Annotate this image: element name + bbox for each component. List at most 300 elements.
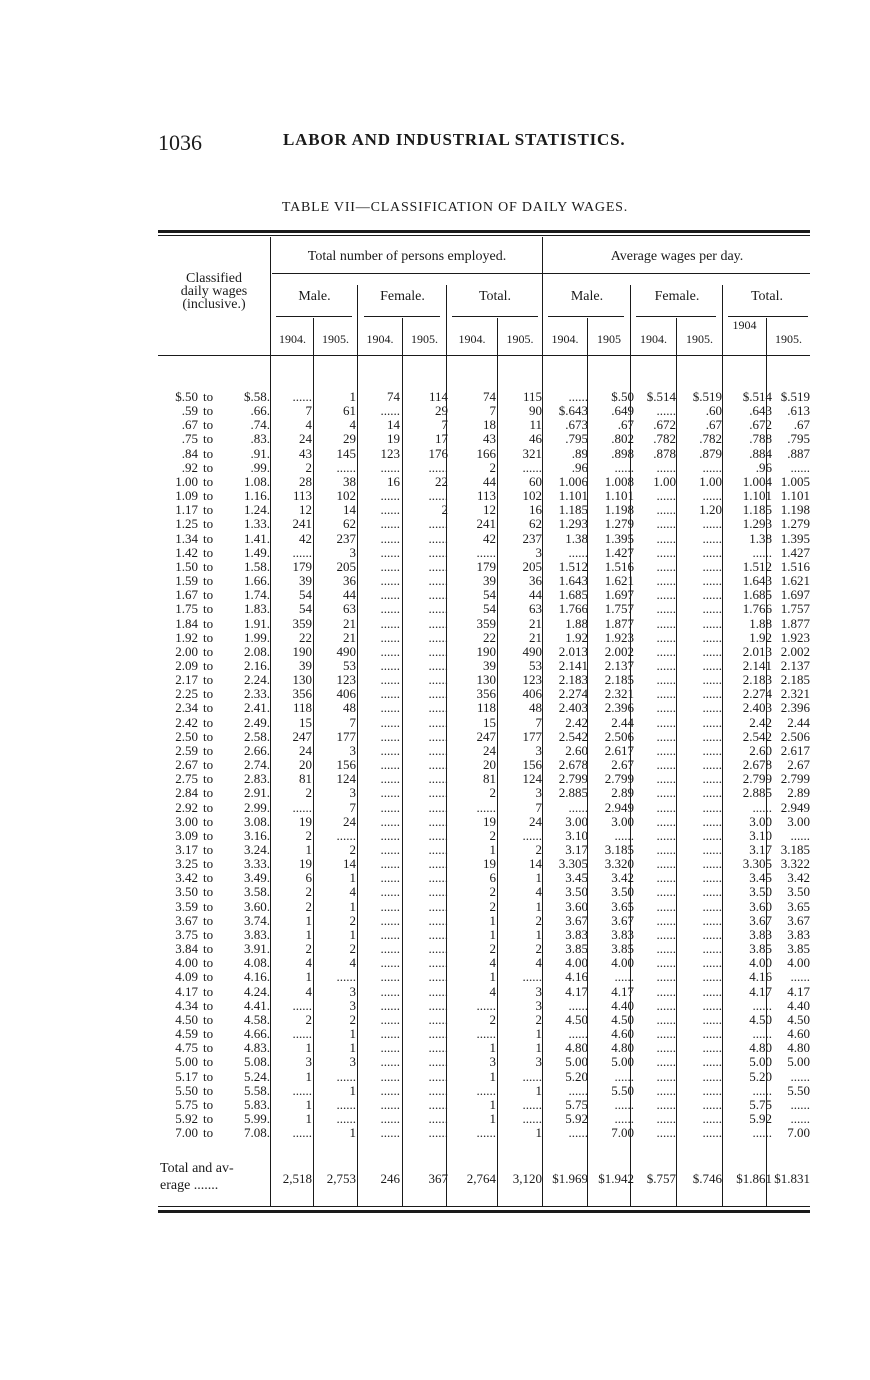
- table-row: [160, 914, 810, 928]
- table-cell: ......: [428, 1110, 448, 1126]
- year-header: 1905: [597, 332, 621, 346]
- wage-to-word: to: [203, 573, 214, 589]
- table-cell: 1.685: [558, 587, 588, 603]
- wage-to-word: to: [203, 969, 214, 985]
- table-cell: 241: [292, 516, 312, 532]
- table-cell: ......: [790, 1110, 810, 1126]
- table-cell: ......: [568, 544, 588, 560]
- table-cell: 1.395: [780, 530, 810, 546]
- table-cell: 3: [349, 742, 356, 758]
- table-cell: ......: [380, 997, 400, 1013]
- table-cell: .96: [755, 459, 772, 475]
- table-cell: 1.00: [699, 473, 722, 489]
- wage-from: 3.09: [175, 827, 198, 843]
- wage-from: 4.75: [175, 1040, 198, 1056]
- table-cell: 2.002: [604, 643, 634, 659]
- table-cell: ......: [752, 1125, 772, 1141]
- table-cell: 2.137: [604, 657, 634, 673]
- table-cell: ......: [292, 799, 312, 815]
- wage-upto: 1.16.: [244, 488, 270, 504]
- total-cell: 246: [380, 1171, 400, 1186]
- table-cell: ......: [380, 573, 400, 589]
- table-cell: 179: [292, 558, 312, 574]
- wage-from: 4.59: [175, 1026, 198, 1042]
- table-row: [160, 1070, 810, 1084]
- wage-to-word: to: [203, 926, 214, 942]
- wage-upto: 1.91.: [244, 615, 270, 631]
- wage-to-word: to: [203, 488, 214, 504]
- table-body: [160, 390, 810, 1140]
- table-cell: ......: [656, 969, 676, 985]
- wage-to-word: to: [203, 389, 214, 404]
- wage-from: .92: [181, 459, 198, 475]
- table-cell: 15: [483, 714, 496, 730]
- table-cell: 1.92: [749, 629, 772, 645]
- table-row: [160, 815, 810, 829]
- table-cell: ......: [336, 1110, 356, 1126]
- wage-upto: 3.33.: [244, 856, 270, 872]
- table-cell: ......: [656, 813, 676, 829]
- table-cell: ......: [656, 459, 676, 475]
- table-cell: ......: [656, 643, 676, 659]
- table-cell: 4.80: [611, 1040, 634, 1056]
- year-header: 1905.: [411, 332, 438, 346]
- wage-to-word: to: [203, 856, 214, 872]
- wage-from: .67: [181, 417, 198, 433]
- table-cell: ......: [614, 827, 634, 843]
- year-header: 1905.: [322, 332, 349, 346]
- table-cell: 2.185: [604, 672, 634, 688]
- wage-upto: 1.49.: [244, 544, 270, 560]
- table-cell: 4.80: [565, 1040, 588, 1056]
- table-cell: ......: [380, 601, 400, 617]
- table-cell: 21: [529, 629, 542, 645]
- table-cell: 1: [349, 926, 356, 942]
- table-cell: ......: [380, 742, 400, 758]
- table-cell: 18: [483, 417, 496, 433]
- table-cell: ......: [702, 1096, 722, 1112]
- group-persons-header: Total number of persons employed.: [307, 249, 507, 264]
- table-cell: 5.00: [565, 1054, 588, 1070]
- wage-to-word: to: [203, 842, 214, 857]
- table-cell: 1: [349, 870, 356, 886]
- table-cell: 1: [535, 1082, 542, 1098]
- table-cell: 3: [349, 1054, 356, 1070]
- wage-from: 1.84: [175, 615, 198, 631]
- table-cell: 3: [535, 742, 542, 758]
- table-cell: 38: [343, 473, 356, 489]
- table-cell: ......: [656, 912, 676, 928]
- table-cell: ......: [790, 1068, 810, 1084]
- table-cell: 7: [535, 799, 542, 815]
- table-cell: 4.60: [787, 1026, 810, 1042]
- wage-upto: 1.58.: [244, 558, 270, 574]
- table-cell: ......: [380, 558, 400, 574]
- table-cell: 156: [522, 757, 542, 773]
- table-cell: 5.92: [749, 1110, 772, 1126]
- wage-to-word: to: [203, 1011, 214, 1027]
- wage-upto: 3.08.: [244, 813, 270, 829]
- table-cell: 2.799: [604, 771, 634, 787]
- table-cell: ......: [428, 742, 448, 758]
- total-cell: $1.942: [598, 1171, 634, 1186]
- table-cell: 1.923: [780, 629, 810, 645]
- wage-to-word: to: [203, 1040, 214, 1056]
- table-cell: 19: [483, 813, 496, 829]
- table-cell: 54: [299, 587, 312, 603]
- table-cell: 12: [483, 502, 496, 518]
- wage-upto: 2.99.: [244, 799, 270, 815]
- table-cell: ......: [380, 459, 400, 475]
- wage-upto: 3.24.: [244, 842, 270, 857]
- table-cell: 3.83: [565, 926, 588, 942]
- table-cell: ......: [702, 1082, 722, 1098]
- table-cell: 4.50: [565, 1011, 588, 1027]
- table-cell: 3.00: [749, 813, 772, 829]
- wage-upto: .99.: [250, 459, 270, 475]
- table-cell: 63: [343, 601, 356, 617]
- table-cell: 3.85: [565, 941, 588, 957]
- wage-upto: 1.08.: [244, 473, 270, 489]
- table-cell: ......: [702, 856, 722, 872]
- table-cell: .643: [749, 403, 772, 419]
- table-cell: ......: [702, 1110, 722, 1126]
- table-cell: ......: [428, 629, 448, 645]
- table-cell: 21: [343, 615, 356, 631]
- table-cell: 24: [299, 431, 312, 447]
- wage-to-word: to: [203, 827, 214, 843]
- table-cell: ......: [702, 459, 722, 475]
- wage-upto: 7.08.: [244, 1125, 270, 1141]
- table-cell: ......: [380, 657, 400, 673]
- wage-to-word: to: [203, 558, 214, 574]
- table-cell: ......: [380, 842, 400, 857]
- table-row: [160, 829, 810, 843]
- table-cell: ......: [656, 1125, 676, 1141]
- table-cell: ......: [702, 601, 722, 617]
- table-cell: 19: [387, 431, 400, 447]
- table-cell: 5.00: [749, 1054, 772, 1070]
- table-cell: ......: [380, 870, 400, 886]
- total-cell: $1.831: [774, 1171, 810, 1186]
- wage-upto: .66.: [250, 403, 270, 419]
- wage-from: 2.59: [175, 742, 198, 758]
- table-cell: 2.141: [558, 657, 588, 673]
- table-cell: ......: [568, 1125, 588, 1141]
- wage-from: 1.25: [175, 516, 198, 532]
- year-header: 1904.: [458, 332, 486, 346]
- wage-upto: $.58.: [244, 389, 270, 404]
- table-cell: 62: [529, 516, 542, 532]
- table-cell: .795: [787, 431, 810, 447]
- table-cell: ......: [428, 573, 448, 589]
- table-cell: 53: [529, 657, 542, 673]
- table-cell: ......: [380, 728, 400, 744]
- table-cell: 490: [522, 643, 542, 659]
- table-cell: 1: [535, 926, 542, 942]
- wage-upto: 4.66.: [244, 1026, 270, 1042]
- table-cell: ......: [380, 714, 400, 730]
- table-cell: 21: [529, 615, 542, 631]
- wage-upto: 5.58.: [244, 1082, 270, 1098]
- table-cell: 2: [535, 842, 542, 857]
- table-cell: 81: [483, 771, 496, 787]
- table-cell: ......: [428, 771, 448, 787]
- table-cell: 1.92: [565, 629, 588, 645]
- table-cell: ......: [428, 1026, 448, 1042]
- table-cell: 1.685: [742, 587, 772, 603]
- table-row: [160, 560, 810, 574]
- wage-from: $.50: [175, 389, 198, 404]
- table-cell: ......: [428, 657, 448, 673]
- table-cell: 2: [305, 785, 312, 801]
- table-cell: 1.101: [742, 488, 772, 504]
- table-cell: 3.42: [611, 870, 634, 886]
- table-cell: 3.65: [611, 898, 634, 914]
- table-cell: 1.427: [604, 544, 634, 560]
- table-cell: ......: [702, 1125, 722, 1141]
- table-cell: 2: [305, 884, 312, 900]
- wage-to-word: to: [203, 445, 214, 461]
- table-cell: 179: [476, 558, 496, 574]
- wage-upto: 2.24.: [244, 672, 270, 688]
- table-cell: ......: [380, 969, 400, 985]
- table-cell: ......: [522, 1110, 542, 1126]
- table-cell: ......: [380, 898, 400, 914]
- table-cell: 205: [522, 558, 542, 574]
- table-cell: ......: [428, 488, 448, 504]
- table-cell: 2: [489, 785, 496, 801]
- table-cell: ......: [428, 1125, 448, 1141]
- table-cell: 39: [483, 573, 496, 589]
- table-cell: 4.17: [787, 983, 810, 999]
- table-row: [160, 645, 810, 659]
- wage-from: 1.50: [175, 558, 198, 574]
- persons-total-header: Total.: [478, 289, 512, 304]
- table-cell: ......: [336, 969, 356, 985]
- table-cell: ......: [656, 1054, 676, 1070]
- table-cell: 247: [292, 728, 312, 744]
- table-cell: 1.293: [742, 516, 772, 532]
- table-cell: 3.42: [787, 870, 810, 886]
- table-cell: 166: [476, 445, 496, 461]
- table-cell: ......: [380, 941, 400, 957]
- table-cell: 406: [522, 686, 542, 702]
- wage-from: 2.00: [175, 643, 198, 659]
- table-cell: 3.67: [611, 912, 634, 928]
- table-row: [160, 801, 810, 815]
- table-cell: .884: [749, 445, 772, 461]
- table-cell: 3.85: [611, 941, 634, 957]
- table-cell: 7: [349, 714, 356, 730]
- table-cell: 1.004: [742, 473, 772, 489]
- table-cell: 3.322: [780, 856, 810, 872]
- table-cell: 44: [343, 587, 356, 603]
- table-cell: ......: [656, 941, 676, 957]
- table-cell: 2.44: [611, 714, 634, 730]
- wage-to-word: to: [203, 431, 214, 447]
- table-cell: 1.643: [742, 573, 772, 589]
- table-row: [160, 1041, 810, 1055]
- table-cell: 1.38: [565, 530, 588, 546]
- table-cell: ......: [656, 530, 676, 546]
- table-row: [160, 404, 810, 418]
- table-cell: ......: [476, 1125, 496, 1141]
- table-cell: ......: [522, 1096, 542, 1112]
- year-header: 1904.: [279, 332, 306, 346]
- wage-to-word: to: [203, 1026, 214, 1042]
- wage-upto: 2.91.: [244, 785, 270, 801]
- table-cell: 22: [435, 473, 448, 489]
- wage-upto: 5.24.: [244, 1068, 270, 1084]
- table-cell: 2.617: [780, 742, 810, 758]
- table-cell: ......: [380, 856, 400, 872]
- wage-to-word: to: [203, 615, 214, 631]
- table-cell: ......: [656, 785, 676, 801]
- table-row: [160, 503, 810, 517]
- table-cell: 2: [489, 1011, 496, 1027]
- table-cell: ......: [380, 785, 400, 801]
- table-cell: 1: [305, 969, 312, 985]
- table-cell: ......: [476, 1082, 496, 1098]
- table-cell: 3.00: [787, 813, 810, 829]
- table-row: [160, 659, 810, 673]
- table-cell: 29: [435, 403, 448, 419]
- table-cell: 2.885: [558, 785, 588, 801]
- table-cell: ......: [656, 1040, 676, 1056]
- table-cell: ......: [656, 926, 676, 942]
- table-cell: 3.85: [749, 941, 772, 957]
- wage-upto: 2.74.: [244, 757, 270, 773]
- stub-header: Classified daily wages (inclusive.): [180, 271, 248, 312]
- table-cell: 1: [305, 842, 312, 857]
- table-cell: 2.799: [780, 771, 810, 787]
- table-cell: 2.44: [787, 714, 810, 730]
- table-cell: 1: [535, 1125, 542, 1141]
- table-cell: ......: [380, 403, 400, 419]
- table-cell: ......: [702, 1068, 722, 1084]
- table-cell: 48: [343, 700, 356, 716]
- wage-from: 1.59: [175, 573, 198, 589]
- wage-upto: 2.58.: [244, 728, 270, 744]
- table-cell: ......: [656, 502, 676, 518]
- table-cell: 1: [535, 1026, 542, 1042]
- table-cell: 1.877: [780, 615, 810, 631]
- table-cell: 2.799: [742, 771, 772, 787]
- table-cell: 1.516: [780, 558, 810, 574]
- table-cell: 54: [483, 587, 496, 603]
- table-cell: 190: [292, 643, 312, 659]
- persons-female-header: Female.: [380, 289, 425, 304]
- table-cell: 5.75: [749, 1096, 772, 1112]
- table-cell: 1.516: [604, 558, 634, 574]
- table-cell: 3.10: [749, 827, 772, 843]
- table-cell: 115: [522, 389, 542, 404]
- table-cell: 3.17: [565, 842, 588, 857]
- table-cell: ......: [380, 757, 400, 773]
- wage-upto: 2.49.: [244, 714, 270, 730]
- total-cell: $.757: [646, 1171, 676, 1186]
- table-cell: ......: [702, 870, 722, 886]
- table-cell: 24: [299, 742, 312, 758]
- wage-upto: 3.49.: [244, 870, 270, 886]
- table-cell: 2.506: [780, 728, 810, 744]
- table-cell: 1.697: [780, 587, 810, 603]
- table-cell: 1: [489, 1096, 496, 1112]
- table-cell: 2: [489, 827, 496, 843]
- table-cell: 4.80: [787, 1040, 810, 1056]
- wage-from: 2.17: [175, 672, 198, 688]
- wage-upto: 4.08.: [244, 955, 270, 971]
- table-cell: ......: [614, 969, 634, 985]
- table-cell: 3.45: [565, 870, 588, 886]
- table-cell: ......: [428, 955, 448, 971]
- table-cell: 42: [483, 530, 496, 546]
- table-cell: 1.88: [565, 615, 588, 631]
- wage-from: 7.00: [175, 1125, 198, 1141]
- table-cell: 1.395: [604, 530, 634, 546]
- wage-upto: 1.83.: [244, 601, 270, 617]
- wage-to-word: to: [203, 728, 214, 744]
- table-cell: ......: [428, 672, 448, 688]
- wage-to-word: to: [203, 1068, 214, 1084]
- table-cell: 2: [349, 941, 356, 957]
- persons-male-header: Male.: [298, 289, 331, 304]
- table-cell: 24: [483, 742, 496, 758]
- table-cell: ......: [702, 926, 722, 942]
- table-cell: 1: [489, 969, 496, 985]
- table-cell: 4.17: [611, 983, 634, 999]
- table-cell: 7: [441, 417, 448, 433]
- table-cell: ......: [428, 799, 448, 815]
- table-cell: ......: [702, 912, 722, 928]
- table-cell: 24: [343, 813, 356, 829]
- table-cell: ......: [702, 742, 722, 758]
- table-cell: 3.50: [565, 884, 588, 900]
- table-cell: ......: [656, 714, 676, 730]
- wage-to-word: to: [203, 799, 214, 815]
- table-cell: 2.002: [780, 643, 810, 659]
- table-cell: 2: [489, 941, 496, 957]
- table-cell: 48: [529, 700, 542, 716]
- table-cell: 19: [299, 856, 312, 872]
- wage-from: 2.92: [175, 799, 198, 815]
- table-cell: ......: [380, 912, 400, 928]
- table-cell: ......: [380, 615, 400, 631]
- table-cell: ......: [656, 672, 676, 688]
- table-cell: 7.00: [611, 1125, 634, 1141]
- table-cell: 1: [349, 1026, 356, 1042]
- table-cell: 5.92: [565, 1110, 588, 1126]
- table-cell: ......: [656, 1011, 676, 1027]
- table-cell: ......: [656, 573, 676, 589]
- table-cell: .802: [611, 431, 634, 447]
- table-cell: 4: [305, 983, 312, 999]
- table-cell: ......: [656, 657, 676, 673]
- table-cell: 156: [336, 757, 356, 773]
- table-cell: 6: [305, 870, 312, 886]
- table-cell: 3.60: [749, 898, 772, 914]
- wage-upto: 4.58.: [244, 1011, 270, 1027]
- table-cell: 1: [349, 1040, 356, 1056]
- wage-upto: 3.16.: [244, 827, 270, 843]
- table-cell: 43: [483, 431, 496, 447]
- table-cell: 1.697: [604, 587, 634, 603]
- wage-to-word: to: [203, 1110, 214, 1126]
- table-cell: ......: [428, 459, 448, 475]
- table-cell: 3: [349, 785, 356, 801]
- table-cell: 102: [336, 488, 356, 504]
